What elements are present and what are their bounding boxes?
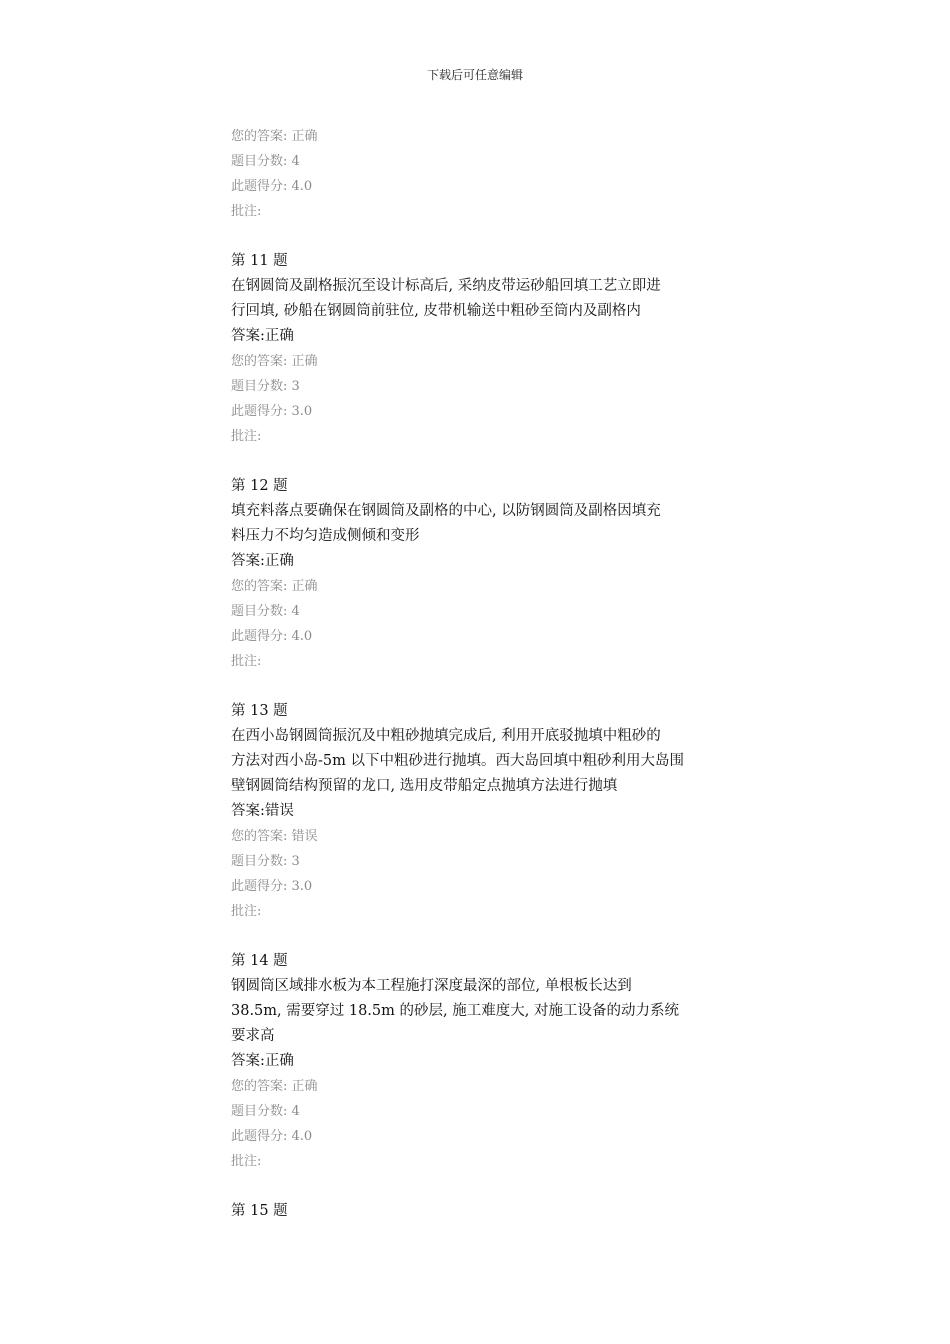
question-text-line: 料压力不均匀造成侧倾和变形	[231, 528, 420, 544]
correct-answer: 答案:错误	[231, 803, 294, 819]
question-score: 此题得分: 4.0	[231, 629, 313, 644]
question-title: 第 14 题	[231, 953, 288, 969]
page-header: 下载后可任意编辑	[426, 68, 523, 82]
question-score: 此题得分: 4.0	[231, 179, 313, 194]
your-answer: 您的答案: 正确	[231, 579, 318, 594]
question-points: 题目分数: 4	[231, 154, 300, 169]
your-answer: 您的答案: 错误	[231, 829, 318, 844]
correct-answer: 答案:正确	[231, 553, 294, 569]
question-score: 此题得分: 3.0	[231, 404, 313, 419]
your-answer: 您的答案: 正确	[231, 1079, 318, 1094]
question-points: 题目分数: 3	[231, 379, 300, 394]
your-answer: 您的答案: 正确	[231, 354, 318, 369]
correct-answer: 答案:正确	[231, 328, 294, 344]
your-answer: 您的答案: 正确	[231, 129, 318, 144]
question-note: 批注:	[231, 1154, 262, 1169]
question-title: 第 12 题	[231, 478, 288, 494]
question-title: 第 13 题	[231, 703, 288, 719]
question-block-14	[231, 949, 726, 1174]
question-note: 批注:	[231, 429, 262, 444]
question-text-line: 填充料落点要确保在钢圆筒及副格的中心, 以防钢圆筒及副格因填充	[231, 503, 661, 519]
question-block-12	[231, 474, 726, 674]
correct-answer: 答案:正确	[231, 1053, 294, 1069]
question-text-line: 钢圆筒区域排水板为本工程施打深度最深的部位, 单根板长达到	[231, 978, 632, 994]
document-body	[231, 124, 726, 1224]
question-points: 题目分数: 4	[231, 604, 300, 619]
question-score: 此题得分: 3.0	[231, 879, 313, 894]
question-block-10-tail	[231, 124, 726, 224]
question-text-line: 方法对西小岛-5m 以下中粗砂进行抛填。西大岛回填中粗砂利用大岛围	[231, 753, 684, 769]
question-title: 第 11 题	[231, 253, 288, 269]
question-text-line: 38.5m, 需要穿过 18.5m 的砂层, 施工难度大, 对施工设备的动力系统	[231, 1003, 679, 1019]
question-score: 此题得分: 4.0	[231, 1129, 313, 1144]
question-text-line: 在西小岛钢圆筒振沉及中粗砂抛填完成后, 利用开底驳抛填中粗砂的	[231, 728, 661, 744]
question-text-line: 要求高	[231, 1028, 275, 1044]
question-note: 批注:	[231, 904, 262, 919]
question-text-line: 在钢圆筒及副格振沉至设计标高后, 采纳皮带运砂船回填工艺立即进	[231, 278, 661, 294]
question-text-line: 壁钢圆筒结构预留的龙口, 选用皮带船定点抛填方法进行抛填	[231, 778, 618, 794]
question-block-11	[231, 249, 726, 449]
question-block-15	[231, 1199, 726, 1224]
question-note: 批注:	[231, 654, 262, 669]
question-text-line: 行回填, 砂船在钢圆筒前驻位, 皮带机输送中粗砂至筒内及副格内	[231, 303, 641, 319]
question-points: 题目分数: 4	[231, 1104, 300, 1119]
question-block-13	[231, 699, 726, 924]
question-title: 第 15 题	[231, 1203, 288, 1219]
question-points: 题目分数: 3	[231, 854, 300, 869]
question-note: 批注:	[231, 204, 262, 219]
